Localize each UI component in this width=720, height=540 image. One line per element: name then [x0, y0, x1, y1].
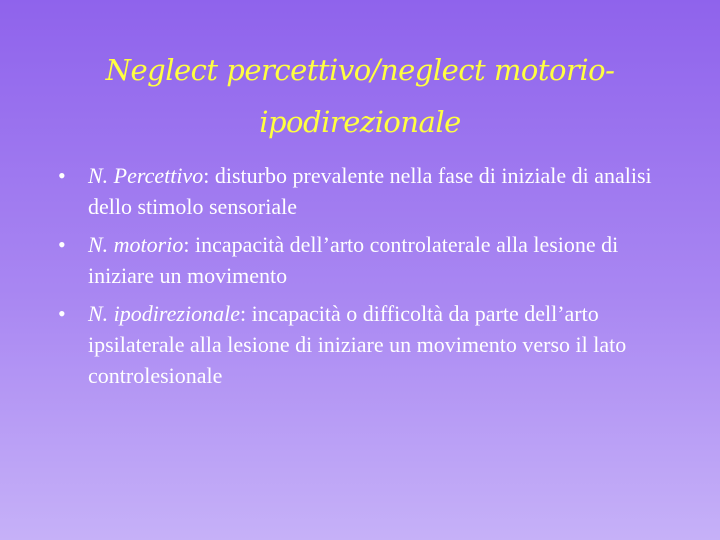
bullet-item-ipodirezionale: [58, 298, 688, 391]
slide-title: [60, 44, 660, 148]
bullet-icon: •: [58, 163, 66, 188]
bullet-text: : incapacità o difficoltà da parte dell’arto ipsilaterale alla lesione di iniziare un movimento verso il lato controlesionale: [88, 301, 627, 388]
bullet-text: : disturbo prevalente nella fase di iniziale di analisi dello stimolo sensoriale: [88, 163, 652, 219]
title-line-1: Neglect percettivo/neglect motorio-: [105, 53, 615, 87]
bullet-icon: •: [58, 301, 66, 326]
bullet-list: [58, 160, 688, 398]
bullet-term: N. motorio: [88, 232, 184, 257]
bullet-item-percettivo: [58, 160, 688, 222]
bullet-term: N. ipodirezionale: [88, 301, 240, 326]
bullet-text: : incapacità dell’arto controlaterale alla lesione di iniziare un movimento: [88, 232, 619, 288]
title-line-2: ipodirezionale: [259, 105, 461, 139]
bullet-icon: •: [58, 232, 66, 257]
bullet-item-motorio: [58, 229, 688, 291]
bullet-term: N. Percettivo: [88, 163, 204, 188]
